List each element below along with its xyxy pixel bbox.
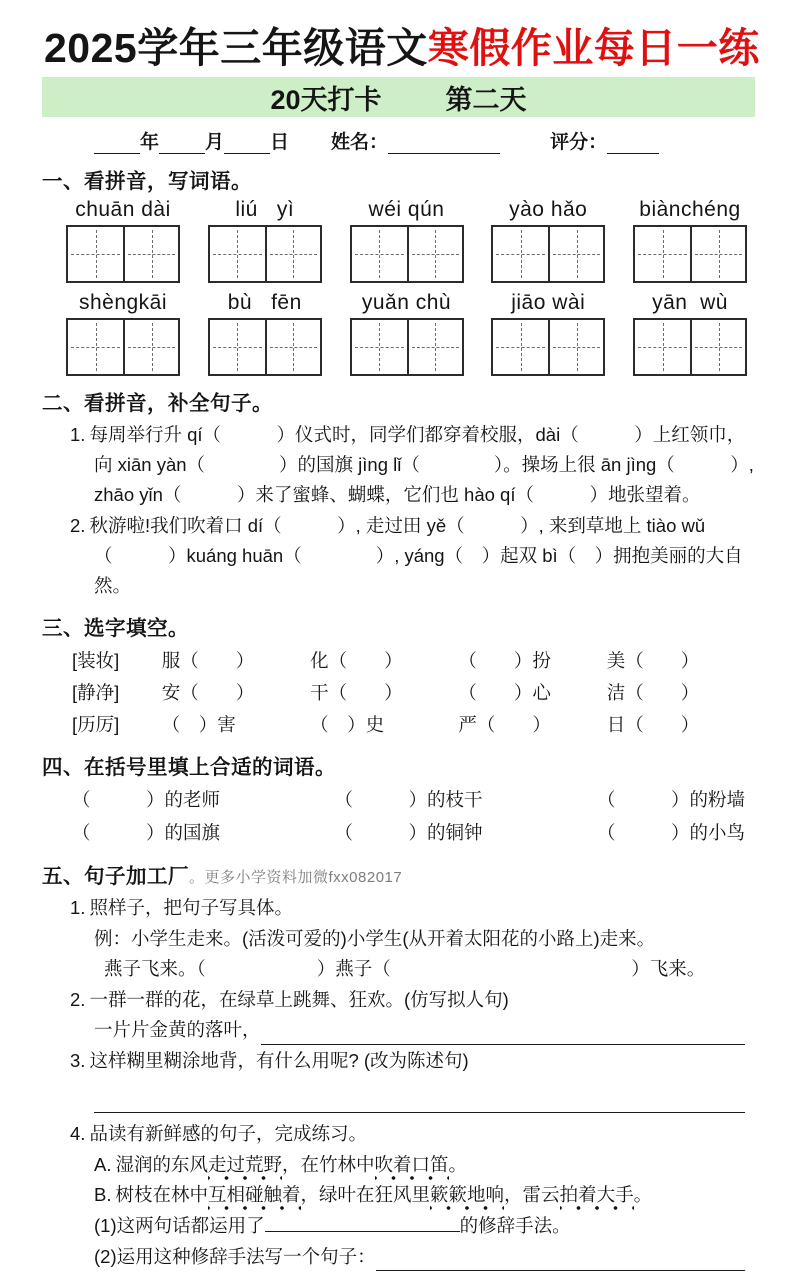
item-text: 秋游啦!我们吹着口 dí（ ）, 走过田 yě（ ）, 来到草地上 tiào wǔ（ ）kuáng huān（ ）, yáng（ ）起双 bì（ ）拥抱美丽的大自然。 <box>89 515 743 596</box>
s5-item3-line1 <box>42 1046 755 1076</box>
pinyin-label: chuān dài <box>75 198 171 222</box>
writing-grid <box>66 318 180 376</box>
writing-cell <box>265 227 320 281</box>
answer-blank <box>265 1212 460 1232</box>
answer-blank <box>261 1025 745 1045</box>
sentence-segment: 。 <box>633 1184 653 1206</box>
sentence-segment-emphasized: 走过荒野 <box>208 1154 282 1181</box>
section2-heading: 二、看拼音，补全句子。 <box>42 392 273 416</box>
fill-sentence-item-1 <box>42 420 755 510</box>
phrase-row <box>42 784 755 816</box>
question-text: (2)运用这种修辞手法写一个句子： <box>94 1245 376 1267</box>
pinyin-label: shèngkāi <box>78 291 168 315</box>
s5-item4-sentence-b <box>42 1180 755 1210</box>
s5-item4-question1 <box>42 1211 755 1241</box>
choose-blank: （ ）心 <box>458 681 551 703</box>
phrase-blank: （ ）的铜钟 <box>334 821 483 843</box>
item-number: 1. <box>70 897 86 919</box>
phrase-row <box>42 817 755 849</box>
item-number: 1. <box>70 424 86 446</box>
sentence-segment: 。 <box>448 1153 468 1175</box>
pinyin-label: liú yì <box>235 198 295 222</box>
item-text: 一群一群的花，在绿草上跳舞、狂欢。(仿写拟人句) <box>89 988 509 1010</box>
pinyin-word-group <box>64 198 182 283</box>
item-number: 4. <box>70 1123 86 1145</box>
page-title <box>44 25 760 71</box>
sentence-segment: ，绿叶在狂风里 <box>300 1184 431 1206</box>
choose-blank: 干（ ） <box>310 681 403 703</box>
choose-blank: 严（ ） <box>458 713 551 735</box>
sentence-segment: ，雷云 <box>504 1184 560 1206</box>
item-number: 2. <box>70 515 86 536</box>
pinyin-label: wéi qún <box>368 198 445 222</box>
day-blank <box>224 134 270 154</box>
writing-cell <box>690 320 745 374</box>
sentence-segment-emphasized: 互相碰触着 <box>208 1184 301 1211</box>
sentence-segment-emphasized: 簌簌地响 <box>430 1184 504 1211</box>
choose-blank: 美（ ） <box>606 649 700 671</box>
phrase-blank: （ ）的小鸟 <box>596 821 745 843</box>
item-text: 照样子，把句子写具体。 <box>89 897 293 919</box>
phrase-blank: （ ）的国旗 <box>72 821 221 843</box>
date-name-score-line <box>94 127 755 154</box>
sentence-segment: ，在竹林中 <box>282 1153 375 1175</box>
pinyin-label: yuǎn chù <box>361 291 452 315</box>
writing-cell <box>68 320 123 374</box>
pinyin-word-group <box>206 198 324 283</box>
char-options: [历厉] <box>72 713 120 735</box>
pinyin-grid-row-1 <box>64 198 749 283</box>
sentence-segment: 树枝在林中 <box>115 1184 208 1206</box>
pinyin-word-group <box>348 291 466 376</box>
pinyin-word-group <box>64 291 182 376</box>
choose-blank: （ ）史 <box>310 713 385 735</box>
sentence-segment: 湿润的东风 <box>115 1153 208 1175</box>
section5-heading-line <box>42 859 755 889</box>
day-banner <box>42 77 755 117</box>
choose-blank: （ ）害 <box>161 713 236 735</box>
writing-cell <box>210 227 265 281</box>
pinyin-grid-row-2 <box>64 291 749 376</box>
writing-cell <box>407 227 462 281</box>
banner-day-label: 第二天 <box>445 84 527 115</box>
item-text: 一片片金黄的落叶， <box>94 1019 261 1041</box>
pinyin-word-group <box>489 291 607 376</box>
pinyin-word-group <box>631 198 749 283</box>
choose-char-row <box>42 709 755 741</box>
s5-item2-line1 <box>42 985 755 1015</box>
choose-char-row <box>42 645 755 677</box>
choose-blank: 日（ ） <box>606 713 700 735</box>
answer-blank <box>94 1096 745 1114</box>
item-text: 每周举行升 qí（ ）仪式时，同学们都穿着校服，dài（ ）上红领巾，向 xiān yàn（ ）的国旗 jìng lǐ（ ）。操场上很 ān jìng（ ）, zhāo yǐn（ ）来了蜜蜂、蝴蝶，它们也 hào qí（ ）地张望着。 <box>89 424 754 506</box>
choose-blank: 化（ ） <box>310 649 403 671</box>
pinyin-label: bù fēn <box>227 291 302 315</box>
writing-grid <box>350 318 464 376</box>
writing-cell <box>352 320 407 374</box>
question-text: (1)这两句话都运用了 <box>94 1215 265 1237</box>
writing-grid <box>350 225 464 283</box>
writing-cell <box>548 320 603 374</box>
title-red-part: 寒假作业每日一练 <box>427 25 760 71</box>
phrase-blank: （ ）的粉墙 <box>596 789 745 811</box>
char-options: [静净] <box>72 681 120 703</box>
writing-cell <box>265 320 320 374</box>
writing-cell <box>493 227 548 281</box>
section1-heading: 一、看拼音，写词语。 <box>42 170 252 194</box>
writing-cell <box>548 227 603 281</box>
phrase-blank: （ ）的枝干 <box>334 789 483 811</box>
pinyin-word-group <box>348 198 466 283</box>
item-text: 这样糊里糊涂地背，有什么用呢? (改为陈述句) <box>89 1050 469 1072</box>
choose-blank: 安（ ） <box>161 681 255 703</box>
month-label: 月 <box>205 132 225 154</box>
name-blank <box>388 134 500 154</box>
writing-grid <box>491 225 605 283</box>
pinyin-label: jiāo wài <box>511 291 586 315</box>
pinyin-word-group <box>631 291 749 376</box>
item-text: 品读有新鲜感的句子，完成练习。 <box>89 1123 367 1145</box>
writing-cell <box>407 320 462 374</box>
s5-item1-line1 <box>42 893 755 923</box>
writing-cell <box>690 227 745 281</box>
choose-char-row <box>42 677 755 709</box>
writing-cell <box>68 227 123 281</box>
score-blank <box>607 134 659 154</box>
writing-cell <box>635 320 690 374</box>
year-blank <box>94 134 140 154</box>
score-label: 评分： <box>550 132 608 154</box>
choose-blank: 洁（ ） <box>606 681 700 703</box>
watermark-text: 。更多小学资料加微fxx082017 <box>189 869 403 887</box>
writing-grid <box>208 225 322 283</box>
sentence-segment-emphasized: 吹着口笛 <box>375 1154 449 1181</box>
choose-blank: 服（ ） <box>161 649 255 671</box>
s5-item4-question2 <box>42 1242 755 1271</box>
writing-grid <box>66 225 180 283</box>
pinyin-label: biànchéng <box>639 198 741 222</box>
pinyin-word-group <box>489 198 607 283</box>
s5-item2-answer-line <box>42 1015 755 1045</box>
section5-heading: 五、句子加工厂 <box>42 865 189 889</box>
writing-cell <box>123 227 178 281</box>
item-number: 2. <box>70 988 86 1010</box>
pinyin-word-group <box>206 291 324 376</box>
writing-grid <box>491 318 605 376</box>
writing-cell <box>635 227 690 281</box>
sentence-segment-emphasized: 拍着大手 <box>560 1184 634 1211</box>
item-number: 3. <box>70 1050 86 1072</box>
writing-grid <box>633 318 747 376</box>
title-black-part: 2025学年三年级语文 <box>44 25 428 71</box>
answer-blank <box>376 1251 745 1271</box>
choose-blank: （ ）扮 <box>458 649 551 671</box>
sentence-label: A. <box>94 1153 112 1175</box>
section3-heading: 三、选字填空。 <box>42 616 189 640</box>
pinyin-label: yào hǎo <box>509 198 588 222</box>
writing-grid <box>633 225 747 283</box>
phrase-blank: （ ）的老师 <box>72 789 221 811</box>
fill-sentence-item-2 <box>42 511 755 601</box>
banner-checkin-label: 20天打卡 <box>270 84 382 115</box>
char-options: [装妆] <box>72 649 120 671</box>
writing-cell <box>123 320 178 374</box>
pinyin-label: yān wù <box>652 291 728 315</box>
year-label: 年 <box>140 132 160 154</box>
question-text: 的修辞手法。 <box>459 1215 571 1237</box>
s5-item1-practice: 燕子飞来。（ ）燕子（ ）飞来。 <box>104 958 706 980</box>
sentence-label: B. <box>94 1184 112 1206</box>
writing-cell <box>352 227 407 281</box>
name-label: 姓名： <box>331 132 389 154</box>
s5-item4-line1 <box>42 1119 755 1149</box>
writing-cell <box>210 320 265 374</box>
day-label: 日 <box>270 132 290 154</box>
s5-item1-example: 例：小学生走来。(活泼可爱的)小学生(从开着太阳花的小路上)走来。 <box>94 927 656 949</box>
month-blank <box>159 134 205 154</box>
writing-grid <box>208 318 322 376</box>
s5-item4-sentence-a <box>42 1150 755 1180</box>
writing-cell <box>493 320 548 374</box>
section4-heading: 四、在括号里填上合适的词语。 <box>42 756 336 780</box>
